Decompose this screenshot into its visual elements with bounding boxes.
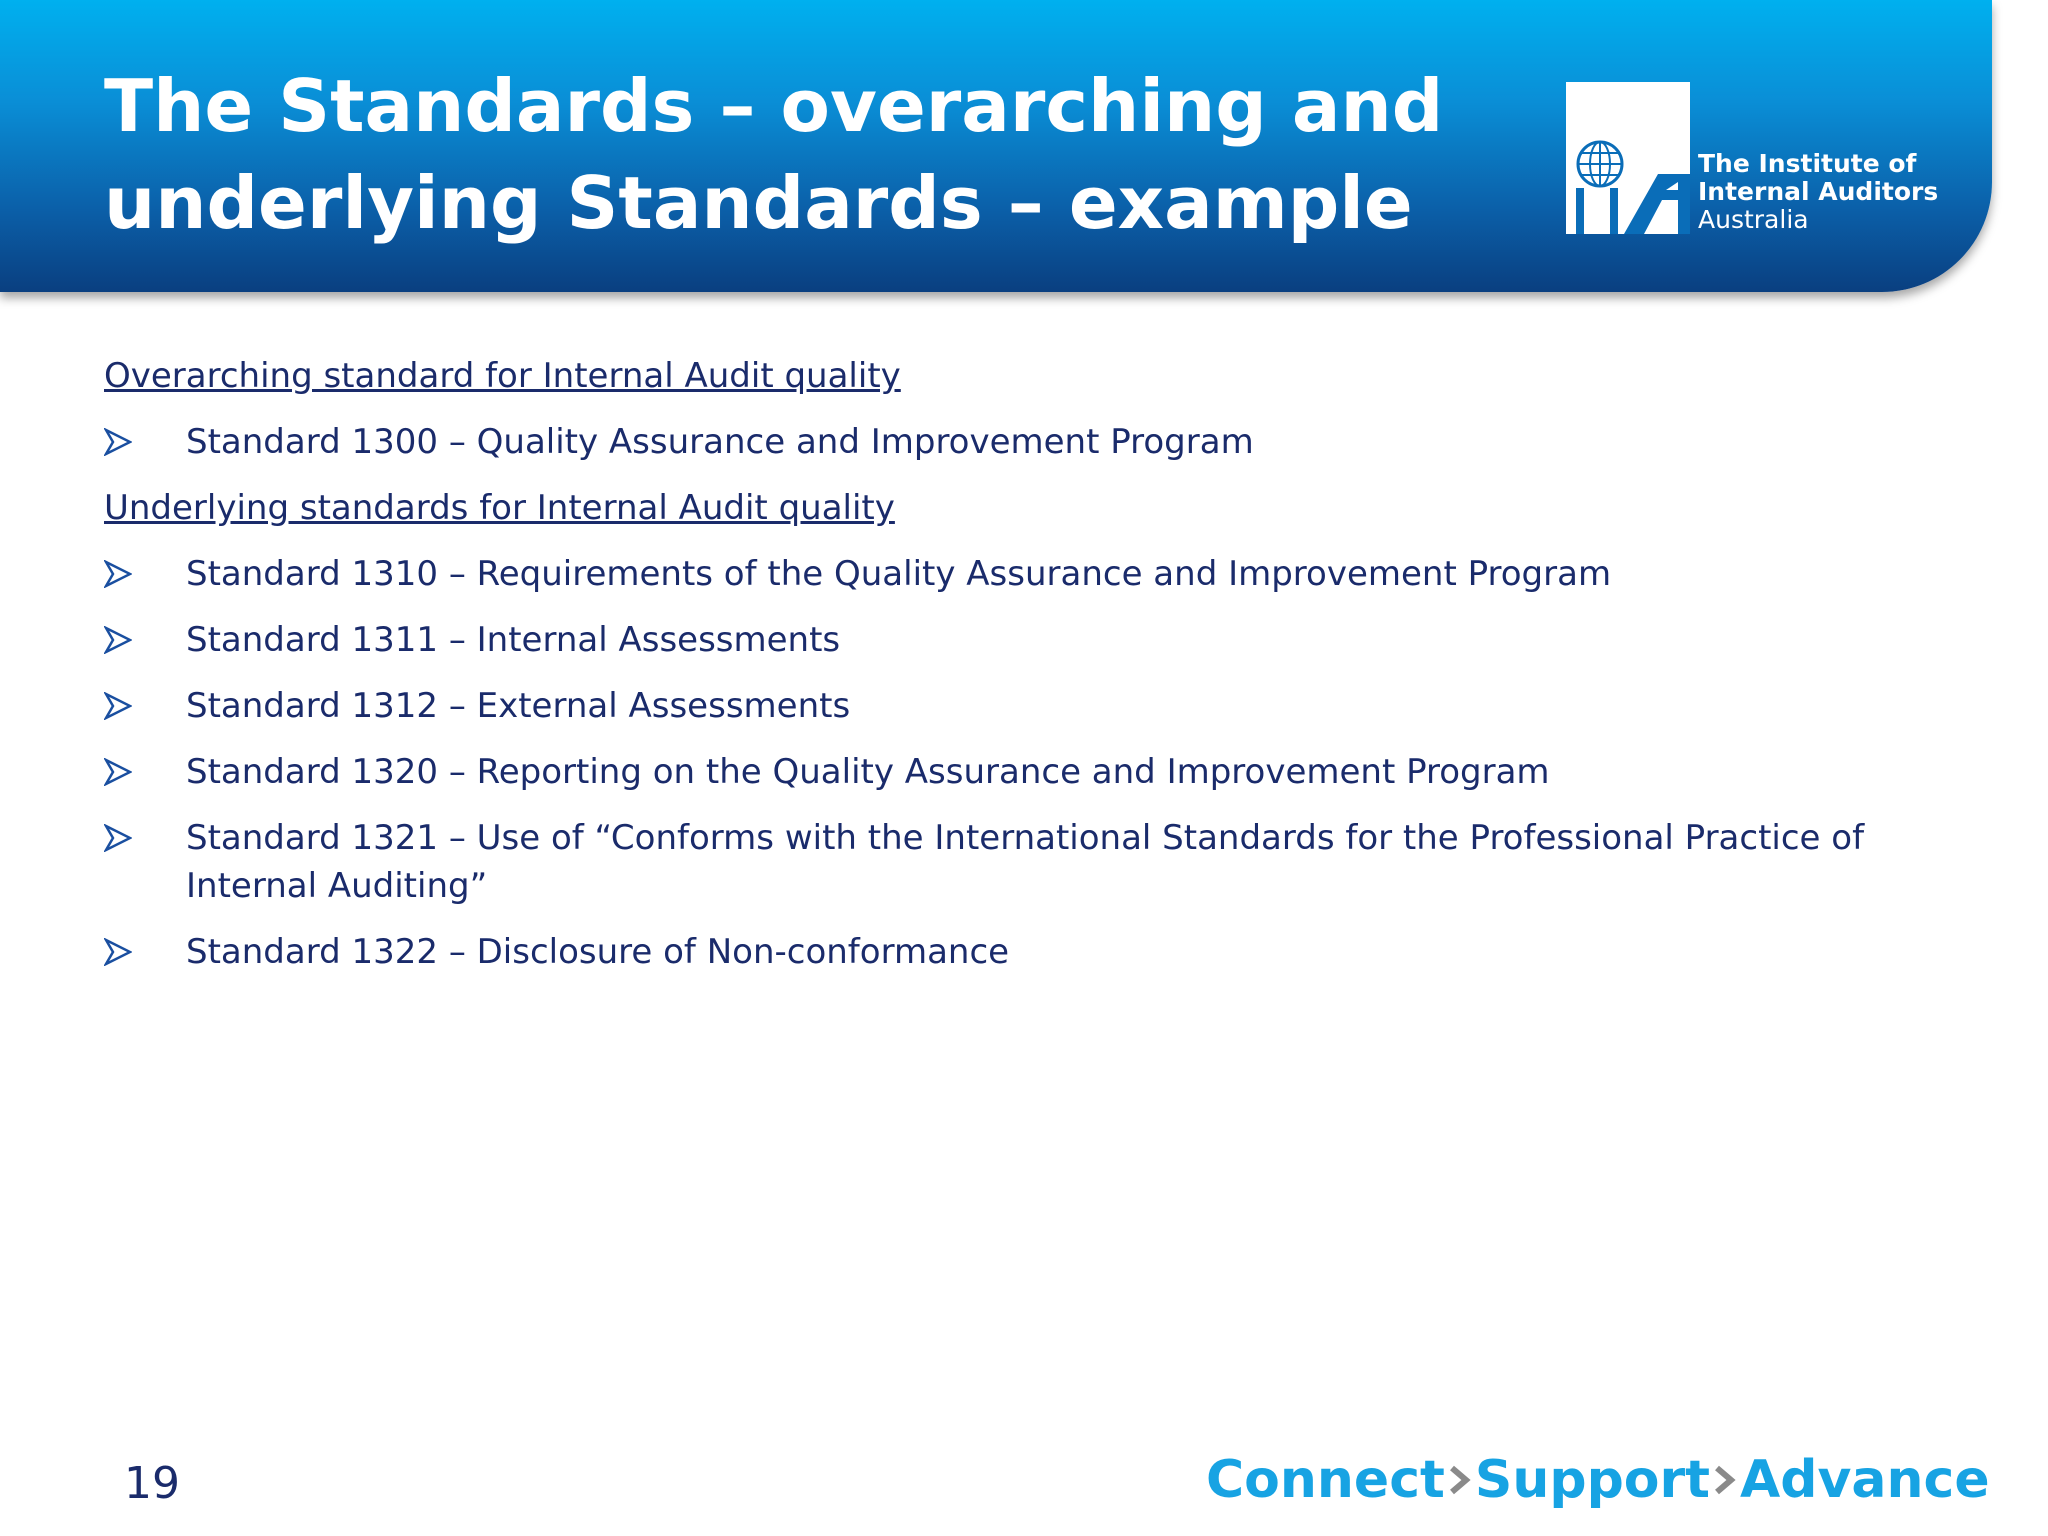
tagline [1206, 1444, 1996, 1516]
list-item [104, 928, 1984, 976]
tagline-support: Support [1474, 1450, 1711, 1510]
tagline-advance: Advance [1740, 1450, 1990, 1510]
arrowhead-bullet-icon [104, 626, 132, 654]
tagline-connect: Connect [1206, 1450, 1445, 1510]
list-item-text: Standard 1311 – Internal Assessments [186, 620, 841, 660]
chevron-right-icon [1449, 1465, 1471, 1495]
list-item-text: Standard 1300 – Quality Assurance and Improvement Program [186, 422, 1254, 462]
logo-wordmark [1698, 150, 1938, 234]
logo-line-3: Australia [1698, 205, 1809, 234]
list-item [104, 616, 1984, 664]
header-banner [0, 0, 1992, 292]
list-item [104, 550, 1984, 598]
list-item [104, 814, 1984, 910]
iia-logo [1566, 82, 1939, 234]
arrowhead-bullet-icon [104, 428, 132, 456]
list-item-text: Standard 1310 – Requirements of the Quality Assurance and Improvement Program [186, 554, 1612, 594]
arrowhead-bullet-icon [104, 692, 132, 720]
logo-emblem [1566, 82, 1690, 234]
list-item-text: Standard 1312 – External Assessments [186, 686, 851, 726]
list-item [104, 748, 1984, 796]
overarching-heading: Overarching standard for Internal Audit quality [104, 356, 901, 396]
arrowhead-bullet-icon [104, 824, 132, 852]
list-item [104, 682, 1984, 730]
list-item-text: Standard 1321 – Use of “Conforms with the International Standards for the Professional Practice of Internal Auditing” [186, 818, 1865, 906]
list-item-text: Standard 1320 – Reporting on the Quality Assurance and Improvement Program [186, 752, 1550, 792]
page-number: 19 [124, 1458, 180, 1509]
arrowhead-bullet-icon [104, 560, 132, 588]
arrowhead-bullet-icon [104, 758, 132, 786]
logo-line-2: Internal Auditors [1698, 177, 1939, 206]
chevron-right-icon [1714, 1465, 1736, 1495]
underlying-heading: Underlying standards for Internal Audit quality [104, 488, 895, 528]
list-item [104, 418, 1984, 466]
arrowhead-bullet-icon [104, 938, 132, 966]
slide-title: The Standards – overarching and underlying Standards – example [104, 64, 1444, 245]
logo-line-1: The Institute of [1698, 149, 1917, 178]
globe-ia-icon [1566, 82, 1690, 234]
list-item-text: Standard 1322 – Disclosure of Non-conformance [186, 932, 1010, 972]
slide-body [104, 352, 1984, 994]
